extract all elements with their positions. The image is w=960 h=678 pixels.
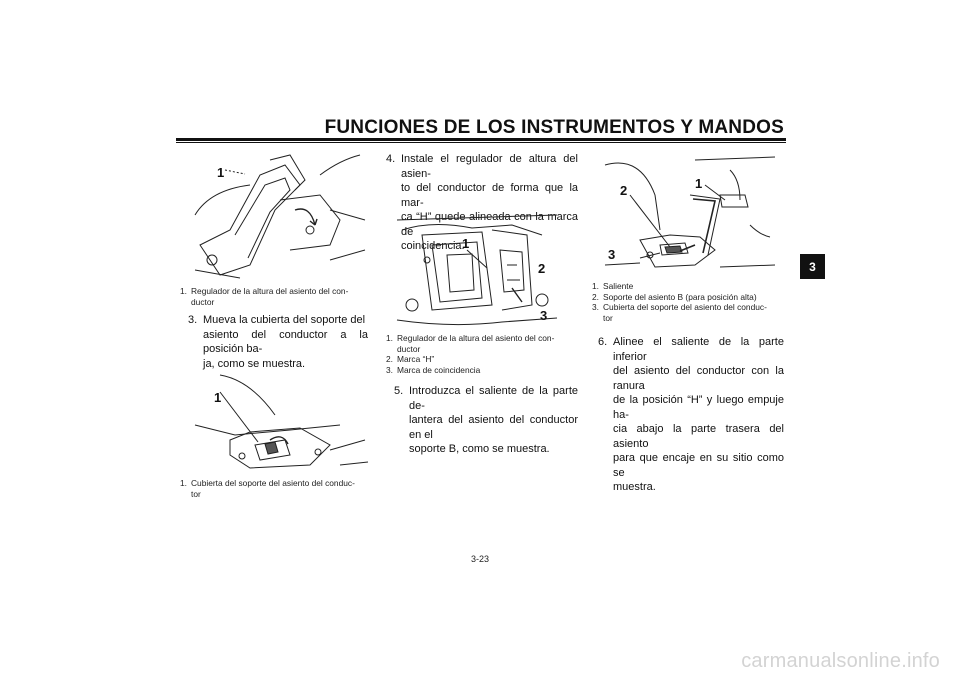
caption-number: 2. — [386, 354, 393, 365]
illustration-adjuster-alignment — [392, 210, 562, 330]
caption-continuation: ductor — [191, 296, 215, 307]
figure-callout-2: 2 — [620, 183, 628, 198]
caption-text: Cubierta del soporte del asiento del conduc- — [191, 478, 355, 488]
caption-item — [592, 281, 786, 292]
caption-number: 3. — [592, 302, 599, 313]
caption-continuation: ductor — [397, 343, 421, 354]
step-line: coincidencia. — [401, 240, 465, 252]
illustration-seat-tab-insertion — [600, 155, 780, 275]
caption-fig2 — [180, 478, 366, 499]
caption-item — [180, 286, 366, 297]
caption-fig3 — [386, 333, 572, 375]
step-line: de la posición “H” y luego empuje ha- — [613, 394, 784, 421]
step-line: Mueva la cubierta del soporte del — [203, 314, 366, 326]
caption-text: Marca de coincidencia — [397, 364, 481, 375]
step-text — [613, 335, 784, 495]
step-line: para que encaje en su sitio como se — [613, 452, 784, 479]
figure-callout-1: 1 — [214, 390, 222, 405]
header-rule-thin — [176, 142, 786, 143]
illustration-seat-adjuster — [190, 150, 370, 280]
caption-item — [180, 478, 366, 489]
figure-callout-3: 3 — [540, 308, 548, 323]
figure-seat-tab-insertion — [600, 155, 780, 275]
header-rule — [176, 138, 786, 141]
figure-seat-bracket-cover — [190, 370, 370, 475]
step-line: ja, como se muestra. — [203, 357, 306, 370]
caption-fig1 — [180, 286, 366, 307]
step-line: asiento del conductor a la posición ba- — [203, 328, 368, 355]
caption-item — [386, 354, 572, 365]
illustration-bracket-cover — [190, 370, 370, 475]
step-text — [409, 384, 578, 457]
caption-continuation: tor — [603, 312, 613, 323]
caption-text: Saliente — [603, 281, 634, 291]
caption-number: 1. — [180, 478, 187, 488]
caption-number: 1. — [180, 286, 187, 296]
step-line: cia abajo la parte trasera del asiento — [613, 423, 784, 450]
caption-item — [386, 333, 572, 344]
caption-item — [592, 292, 786, 303]
caption-number: 2. — [592, 291, 599, 302]
step-5 — [394, 384, 578, 457]
step-line: ca “H” quede alineada con la marca de — [401, 211, 578, 238]
caption-item — [592, 302, 786, 313]
caption-continuation: tor — [191, 488, 201, 499]
caption-item — [386, 365, 572, 376]
chapter-tab[interactable]: 3 — [800, 254, 825, 279]
page-number: 3-23 — [470, 554, 489, 564]
step-line: lantera del asiento del conductor en el — [409, 414, 578, 441]
figure-callout-1: 1 — [695, 176, 703, 191]
caption-text: Regulador de la altura del asiento del con- — [191, 286, 349, 296]
watermark: carmanualsonline.info — [741, 650, 940, 672]
figure-callout-2: 2 — [538, 261, 546, 276]
step-6 — [598, 335, 784, 495]
step-line: del asiento del conductor con la ranura — [613, 365, 784, 392]
step-number: 4. — [386, 153, 396, 165]
caption-text: Cubierta del soporte del asiento del conduc- — [603, 302, 767, 313]
step-3 — [188, 313, 368, 371]
caption-text: Soporte del asiento B (para posición alta) — [603, 291, 757, 302]
figure-seat-height-adjuster — [190, 150, 370, 280]
step-line: Introduzca el saliente de la parte de- — [409, 385, 578, 412]
figure-callout-1: 1 — [462, 236, 470, 251]
step-line: muestra. — [613, 481, 656, 493]
figure-callout-3: 3 — [608, 247, 616, 262]
caption-text: Regulador de la altura del asiento del con- — [397, 333, 555, 343]
step-number: 3. — [188, 314, 198, 326]
step-line: soporte B, como se muestra. — [409, 443, 550, 455]
step-text — [203, 313, 368, 371]
step-line: Instale el regulador de altura del asien- — [401, 153, 578, 180]
caption-number: 1. — [386, 333, 393, 343]
caption-text: Marca “H” — [397, 354, 435, 365]
step-number: 6. — [598, 336, 608, 348]
caption-fig4 — [592, 281, 786, 323]
step-line: to del conductor de forma que la mar- — [401, 182, 578, 209]
page-title: FUNCIONES DE LOS INSTRUMENTOS Y MANDOS — [324, 117, 784, 138]
caption-number: 3. — [386, 364, 393, 375]
step-number: 5. — [394, 385, 404, 397]
figure-adjuster-alignment — [392, 210, 562, 330]
step-line: Alinee el saliente de la parte inferior — [613, 336, 784, 363]
figure-callout-1: 1 — [217, 165, 225, 180]
caption-number: 1. — [592, 281, 599, 291]
